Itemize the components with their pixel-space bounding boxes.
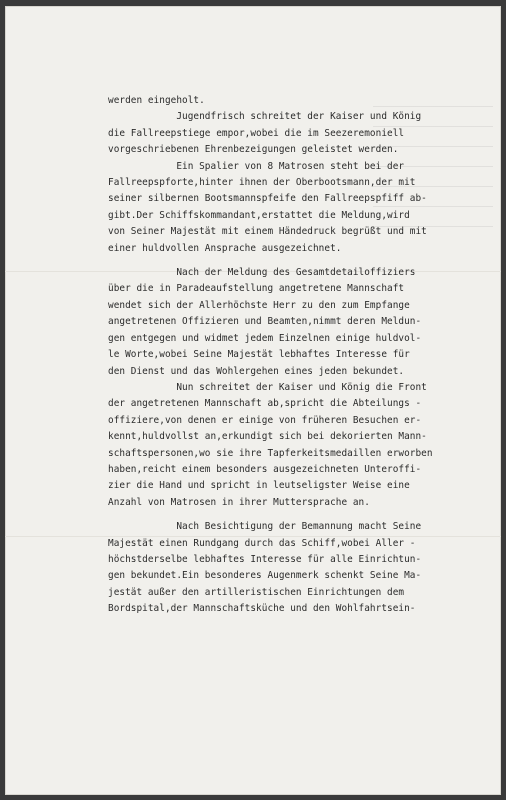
text-line: von Seiner Majestät mit einem Händedruck begrüßt und mit	[108, 226, 427, 238]
text-line: zier die Hand und spricht in leutseligster Weise eine	[108, 480, 410, 492]
text-line: werden eingeholt.	[108, 95, 205, 106]
text-line: vorgeschriebenen Ehrenbezeigungen geleistet werden.	[108, 144, 399, 156]
text-line: Nach der Meldung des Gesamtdetailoffiziers	[108, 267, 416, 279]
text-line: Nun schreitet der Kaiser und König die Front	[108, 381, 427, 393]
text-line: jestät außer den artilleristischen Einrichtungen dem	[108, 586, 405, 598]
text-line: angetretenen Offizieren und Beamten,nimmt deren Meldun-	[108, 316, 422, 328]
text-line: wendet sich der Allerhöchste Herr zu den zum Empfange	[108, 299, 410, 311]
text-line: über die in Paradeaufstellung angetretene Mannschaft	[108, 283, 405, 295]
text-line: Jugendfrisch schreitet der Kaiser und König	[108, 111, 422, 123]
text-line: schaftspersonen,wo sie ihre Tapferkeitsmedaillen erworben	[108, 447, 433, 459]
text-line: einer huldvollen Ansprache ausgezeichnet.	[108, 242, 342, 254]
text-line: Fallreepspforte,hinter ihnen der Oberbootsmann,der mit	[108, 177, 416, 189]
text-line: höchstderselbe lebhaftes Interesse für alle Einrichtun-	[108, 553, 422, 565]
text-line: seiner silbernen Bootsmannspfeife den Fallreepspfiff ab-	[108, 193, 427, 205]
text-line: den Dienst und das Wohlergehen eines jeden bekundet.	[108, 365, 405, 377]
typewritten-text-block	[108, 93, 468, 618]
text-line: haben,reicht einem besonders ausgezeichneten Unteroffi-	[108, 463, 422, 475]
text-line: Nach Besichtigung der Bemannung macht Seine	[108, 521, 422, 533]
text-line: Ein Spalier von 8 Matrosen steht bei der	[108, 160, 405, 172]
text-line: kennt,huldvollst an,erkundigt sich bei dekorierten Mann-	[108, 431, 427, 443]
text-line: offiziere,von denen er einige von früheren Besuchen er-	[108, 414, 422, 426]
text-line: Majestät einen Rundgang durch das Schiff,wobei Aller -	[108, 537, 416, 549]
text-line: Bordspital,der Mannschaftsküche und den Wohlfahrtsein-	[108, 603, 416, 615]
text-line: gibt.Der Schiffskommandant,erstattet die Meldung,wird	[108, 209, 410, 221]
text-line: der angetretenen Mannschaft ab,spricht die Abteilungs -	[108, 398, 422, 410]
text-line: le Worte,wobei Seine Majestät lebhaftes Interesse für	[108, 349, 410, 361]
text-line: die Fallreepstiege empor,wobei die im Seezeremoniell	[108, 127, 405, 139]
text-line: gen bekundet.Ein besonderes Augenmerk schenkt Seine Ma-	[108, 570, 422, 582]
text-line: Anzahl von Matrosen in ihrer Muttersprache an.	[108, 496, 370, 508]
text-line: gen entgegen und widmet jedem Einzelnen einige huldvol-	[108, 332, 422, 344]
